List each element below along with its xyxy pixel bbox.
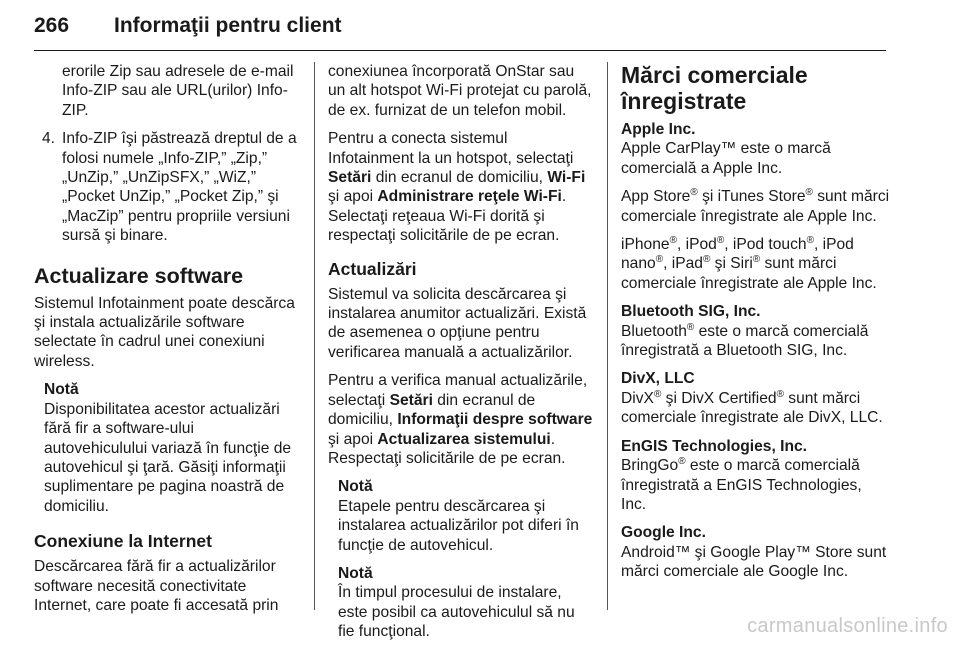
note-label: Notă [44,381,79,399]
text: din ecranul de domiciliu, [375,169,543,187]
menu-ref-software-info: Informaţii despre software [397,411,593,429]
text: şi iTunes Store [697,188,806,206]
section-heading-updates: Actualizări [328,258,417,279]
list-number: 4. [42,130,56,148]
registered-mark: ® [690,187,698,199]
menu-ref-system-update: Actualizarea sistemului [377,430,551,448]
paragraph-hotspot [328,129,594,245]
registered-mark: ® [686,321,695,333]
registered-mark: ® [805,187,813,199]
paragraph-divx [621,389,891,428]
text: este o marcă comercială înregistrată a Bluetooth SIG, Inc. [621,322,869,360]
list-continuation: erorile Zip sau adresele de e-mail Info-ZIP sau ale URL(urilor) Info-ZIP. [62,63,294,119]
text: . Respectaţi solicitările de pe ecran. [328,430,566,467]
note-label: Notă [338,478,373,496]
column-2 [328,62,594,651]
paragraph-apple-store [621,187,891,226]
text: DivX [621,389,654,407]
menu-ref-settings: Setări [328,169,372,187]
paragraph-onstar: conexiunea încorporată OnStar sau un alt hotspot Wi-Fi protejat cu parolă, de ex. furnizat de un telefon mobil. [328,63,592,119]
text: , iPod [676,236,717,254]
column-1 [34,62,300,624]
registered-mark: ® [776,388,784,400]
text: , iPod touch [724,236,807,254]
text: Bluetooth [621,322,687,340]
text: App Store [621,188,691,206]
menu-ref-manage-wifi: Administrare reţele Wi-Fi [377,188,562,206]
section-heading-internet: Conexiune la Internet [34,531,212,552]
page-title: Informaţii pentru client [114,14,342,37]
trademark-owner-apple: Apple Inc. [621,121,696,138]
registered-mark: ® [655,254,664,266]
paragraph-software-update: Sistemul Infotainment poate descărca şi instala actualizările software selectate în cadrul unei conexiuni wireless. [34,294,295,370]
section-heading-trademarks: Mărci comerciale înregistrate [621,62,808,114]
paragraph-google: Android™ şi Google Play™ Store sunt mărci comerciale ale Google Inc. [621,543,887,581]
section-heading-software-update: Actualizare software [34,263,244,288]
page-header [34,2,886,51]
registered-mark: ® [653,388,662,400]
watermark: carmanualsonline.info [747,615,948,637]
text: , iPod nano [621,236,854,273]
registered-mark: ® [716,234,725,246]
note-text: Etapele pentru descărcarea şi instalarea actualizărilor pot diferi în funcţie de autovehicul. [338,497,579,554]
menu-ref-wifi: Wi-Fi [547,169,586,187]
text: Pentru a verifica manual actualizările, selectaţi [328,372,588,409]
text: şi Siri [710,255,753,273]
registered-mark: ® [678,455,686,467]
paragraph-internet: Descărcarea fără fir a actualizărilor software necesită conectivitate Internet, care poate fi accesată prin [34,558,279,614]
trademark-owner-engis: EnGIS Technologies, Inc. [621,437,807,455]
menu-ref-settings: Setări [389,391,433,409]
text: şi apoi [328,430,374,448]
list-item-4 [34,129,300,245]
text: este o marcă comercială înregistrată a EnGIS Technologies, Inc. [621,457,862,513]
paragraph-bluetooth [621,322,891,361]
note-text: Disponibilitatea acestor actualizări fără fir a software-ului autovehiculului variază în funcţie de autovehicul şi ţară. Găsiţi informaţii suplimentare pe pagina noastră de domiciliu. [44,400,292,515]
column-3 [621,62,891,591]
registered-mark: ® [702,254,711,266]
text: , iPad [663,255,703,273]
registered-mark: ® [806,234,814,246]
trademark-owner-bluetooth: Bluetooth SIG, Inc. [621,303,761,321]
text: iPhone [621,236,670,254]
text: din ecranul de domiciliu, [328,391,536,429]
text: sunt mărci comerciale înregistrate ale DivX, LLC. [621,389,883,427]
text: BringGo [621,457,679,475]
text: şi apoi [328,188,374,206]
paragraph-apple-carplay: Apple CarPlay™ este o marcă comercială a Apple Inc. [621,140,831,177]
paragraph-engis [621,456,891,514]
note-text: În timpul procesului de instalare, este posibil ca autovehiculul să nu fie funcţional. [338,584,575,641]
text: Pentru a conecta sistemul Infotainment la un hotspot, selectaţi [328,130,574,167]
registered-mark: ® [752,254,761,266]
note-box-1 [328,477,594,555]
note-box-2 [328,564,594,642]
column-divider-1 [314,62,315,610]
text: sunt mărci comerciale înregistrate ale Apple Inc. [621,255,877,292]
paragraph-manual-check [328,371,594,468]
trademark-owner-google: Google Inc. [621,524,706,542]
registered-mark: ® [669,234,677,246]
text: . Selectaţi reţeaua Wi-Fi dorită şi respectaţi solicitările de pe ecran. [328,188,567,245]
text: sunt mărci comerciale înregistrate ale Apple Inc. [621,188,890,225]
paragraph-updates: Sistemul va solicita descărcarea şi instalarea anumitor actualizări. Există de asemenea o opţiune pentru verificarea manuală a actualizărilor. [328,285,587,361]
page-number: 266 [34,14,70,37]
column-divider-2 [607,62,608,610]
paragraph-apple-devices [621,235,891,293]
list-item-text: Info-ZIP îşi păstrează dreptul de a folosi numele „Info-ZIP,” „Zip,” „UnZip,” „UnZipSFX,” „WiZ,” „Pocket UnZip,” „Pocket Zip,” şi „MacZip” pentru propriile versiuni sursă şi binare. [62,130,297,245]
text: şi DivX Certified [661,389,777,407]
note-label: Notă [338,564,373,582]
trademark-owner-divx: DivX, LLC [621,370,695,388]
note-box [34,380,300,516]
